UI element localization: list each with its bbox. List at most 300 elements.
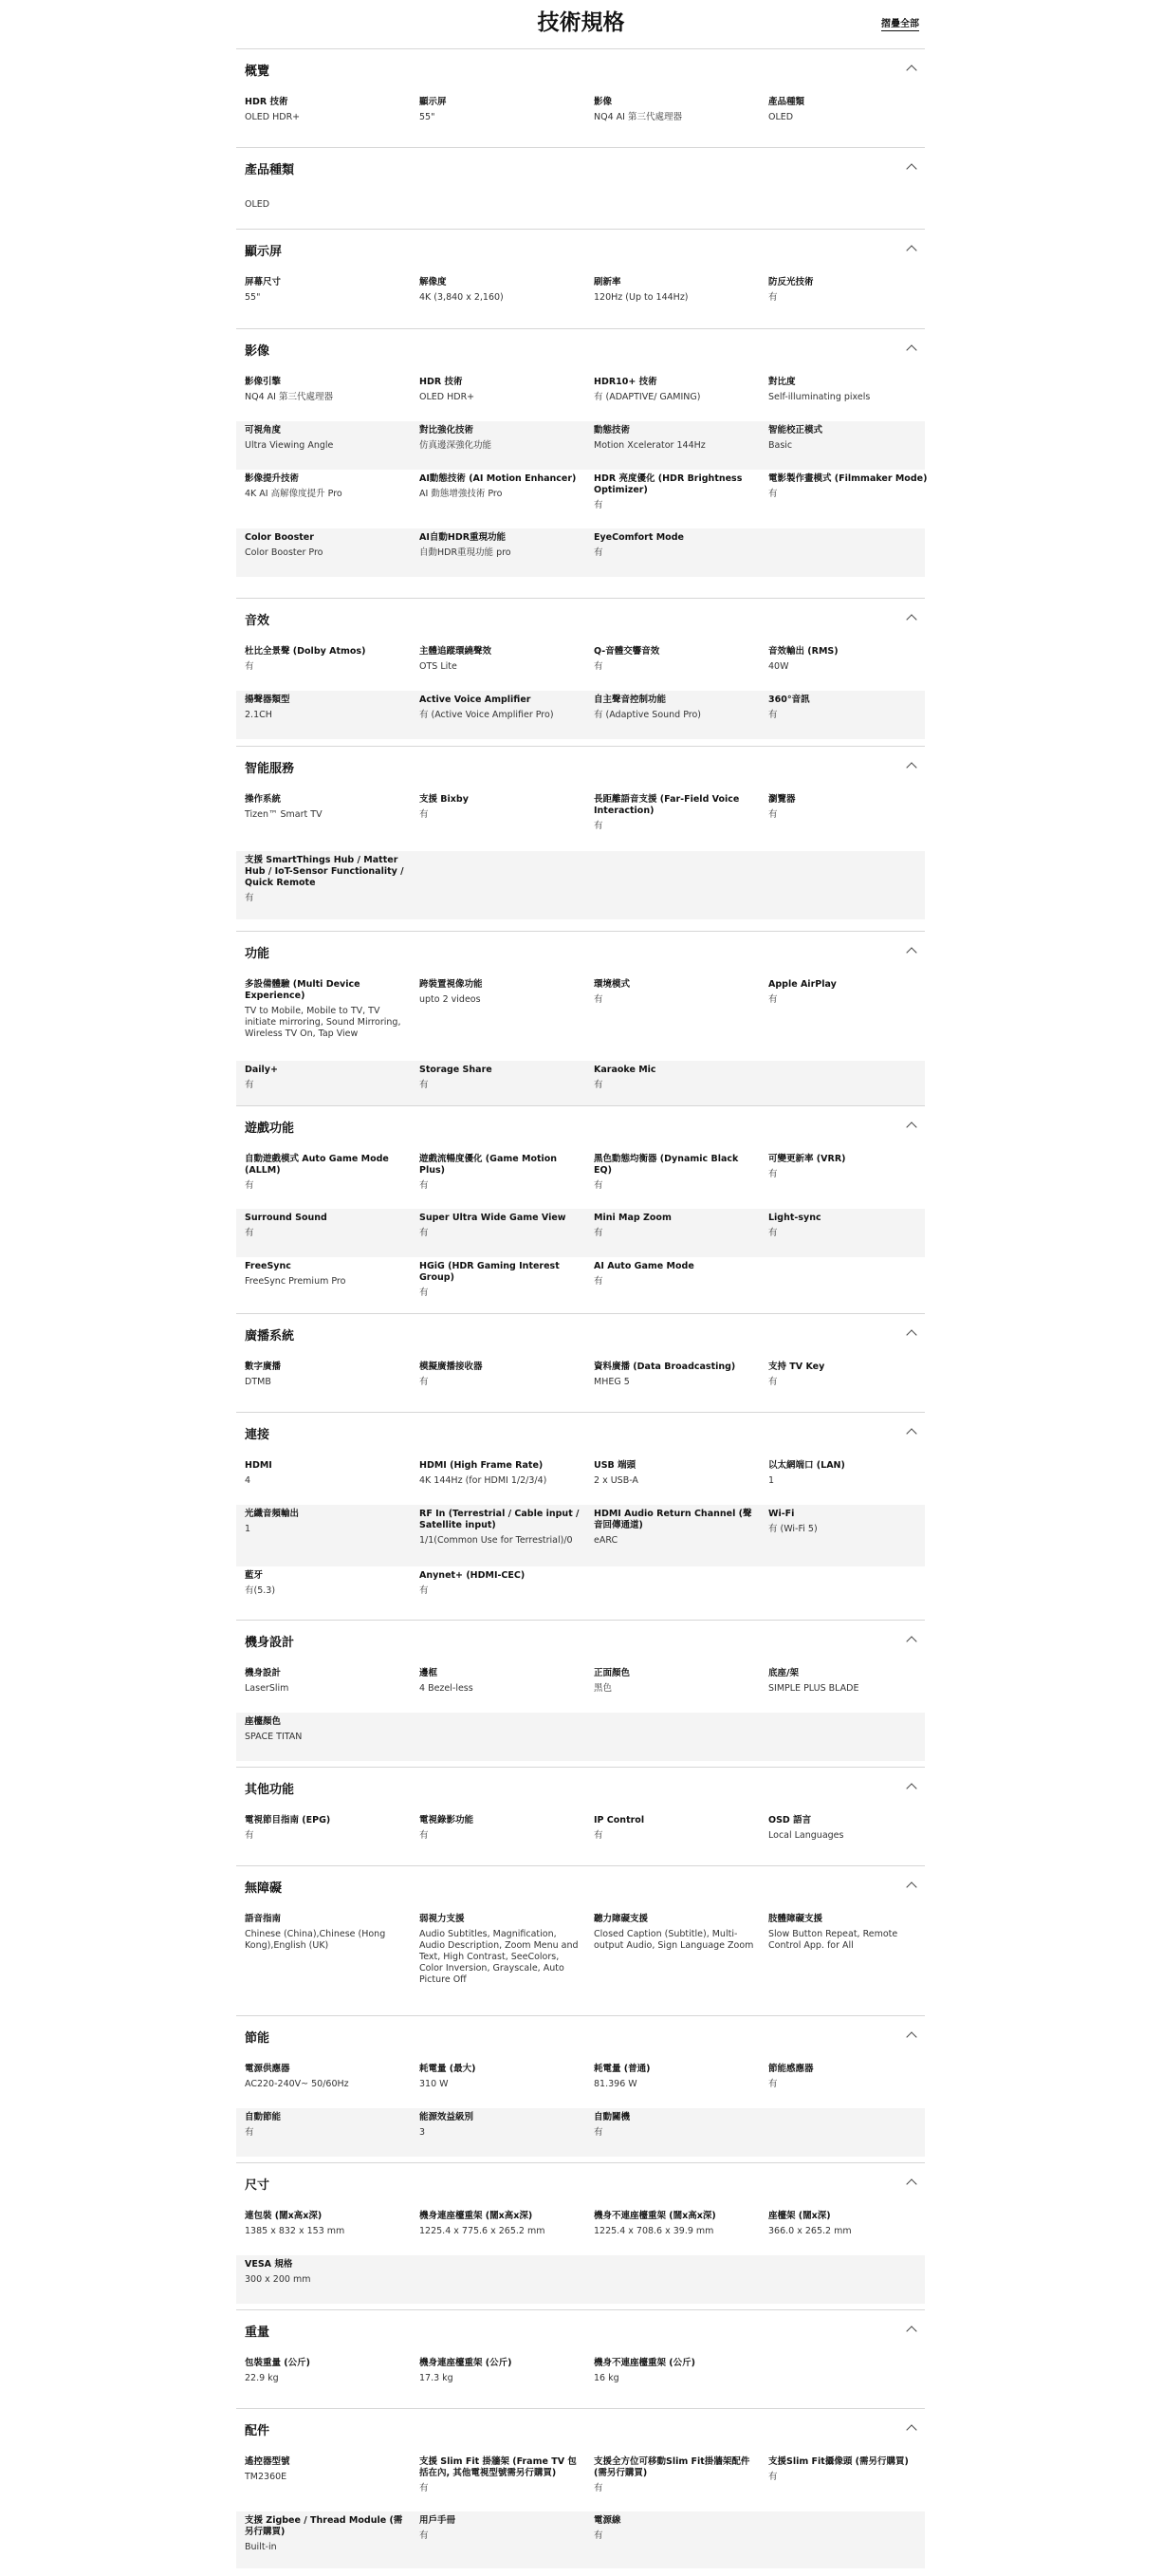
spec-value: 有 [419,1180,429,1191]
spec-item [419,2064,581,2090]
spec-item [419,1362,581,1388]
spec-item [768,2064,930,2090]
chevron-up-icon[interactable] [906,163,916,174]
spec-row [236,1505,925,1566]
section-title: 音效 [245,614,270,628]
spec-label: Color Booster [245,532,314,543]
spec-value: OLED HDR+ [419,392,475,402]
chevron-up-icon[interactable] [906,65,916,75]
spec-row [236,975,925,1061]
spec-value: 4K 144Hz (for HDMI 1/2/3/4) [419,1475,547,1486]
spec-value: 有 [245,2127,254,2138]
section-title: 遊戲功能 [245,1121,295,1136]
spec-label: Apple AirPlay [768,979,837,990]
spec-value: 有 (Wi-Fi 5) [768,1524,818,1534]
spec-item [419,1570,581,1597]
spec-value: NQ4 AI 第三代處理器 [245,392,333,402]
spec-label: 影像 [594,97,613,107]
spec-item [419,2456,581,2494]
spec-value: 4 [245,1475,251,1486]
spec-label: 支持 TV Key [768,1362,825,1372]
spec-row [236,2511,925,2568]
spec-row [236,790,925,851]
spec-label: 解像度 [419,277,447,287]
spec-section [236,746,925,926]
spec-row [236,93,925,142]
spec-label: 語音指南 [245,1914,282,1924]
spec-label: 對比強化技術 [419,425,474,436]
spec-label: 數字廣播 [245,1362,282,1372]
spec-value: 有 [768,994,778,1005]
spec-item [245,2358,406,2384]
spec-label: 防反光技術 [768,277,814,287]
spec-item [245,1570,406,1597]
spec-label: 360°音訊 [768,695,810,705]
spec-row [236,1566,925,1615]
spec-value: 有 [594,2127,603,2138]
spec-item [768,473,930,500]
page-title: 技術規格 [537,10,625,35]
spec-value: 有 [245,1228,254,1238]
spec-item [768,646,930,673]
spec-value: 4K (3,840 x 2,160) [419,292,504,303]
spec-label: Wi-Fi [768,1509,795,1519]
spec-value: Tizen™ Smart TV [245,809,323,820]
spec-value: 有 [594,1276,603,1287]
spec-item [594,277,755,304]
spec-label: 對比度 [768,377,796,387]
spec-item [245,1213,406,1239]
spec-label: Anynet+ (HDMI-CEC) [419,1570,526,1581]
spec-value: Chinese (China),Chinese (Hong Kong),English (UK) [245,1929,386,1951]
spec-value: 有 [768,1228,778,1238]
spec-label: 連包裝 (闊x高x深) [245,2211,323,2221]
section-header[interactable] [236,1106,925,1150]
section-header[interactable] [236,1413,925,1456]
spec-item [768,1154,930,1180]
spec-label: RF In (Terrestrial / Cable input / Satellite input) [419,1509,580,1530]
spec-label: 支援全方位可移動Slim Fit掛牆架配件 (需另行購買) [594,2456,750,2478]
spec-item [594,1362,755,1388]
spec-item [419,1509,581,1547]
spec-value: 3 [419,2127,426,2138]
spec-section [236,598,925,746]
spec-item [245,794,406,821]
spec-item [768,794,930,821]
spec-value: Closed Caption (Subtitle), Multi-output Audio, Sign Language Zoom [594,1929,754,1951]
spec-row [236,273,925,323]
spec-value: 81.396 W [594,2079,637,2089]
chevron-up-icon[interactable] [906,2424,916,2435]
spec-value: 有 [768,489,778,499]
spec-value: TV to Mobile, Mobile to TV, TV initiate mirroring, Sound Mirroring, Wireless TV On, Tap View [245,1006,401,1039]
spec-item [594,1261,755,1288]
spec-row [236,2207,925,2255]
section-header[interactable] [236,1314,925,1358]
spec-section [236,1105,925,1312]
spec-row [236,2453,925,2511]
spec-label: 主體追蹤環繞聲效 [419,646,492,657]
spec-item [245,2112,406,2139]
spec-value: 有 [594,994,603,1005]
spec-label: 邊框 [419,1668,438,1678]
spec-row [236,2255,925,2304]
spec-value: 有 [419,809,429,820]
spec-label: HDMI (High Frame Rate) [419,1460,544,1471]
spec-item [419,979,581,1006]
spec-label: 機身不連座檯重架 (闊x高x深) [594,2211,716,2221]
spec-row [236,1811,925,1861]
spec-item [245,1460,406,1487]
spec-item [594,979,755,1006]
spec-item [245,1509,406,1535]
spec-value: 310 W [419,2079,449,2089]
spec-label: 底座/架 [768,1668,799,1678]
spec-item [419,425,581,452]
spec-row [236,470,928,528]
spec-label: Mini Map Zoom [594,1213,672,1223]
spec-label: 多設備體驗 (Multi Device Experience) [245,979,360,1001]
spec-label: 支援 Slim Fit 掛牆架 (Frame TV 包括在內, 其他電視型號需另行購買) [419,2456,577,2478]
spec-value: upto 2 videos [419,994,481,1005]
section-title: 連接 [245,1428,270,1442]
spec-value: SIMPLE PLUS BLADE [768,1683,859,1694]
section-header[interactable] [236,599,925,642]
spec-label: 耗電量 (普通) [594,2064,651,2074]
spec-label: Active Voice Amplifier [419,695,531,705]
chevron-up-icon[interactable] [906,1428,916,1438]
spec-value: 有 (ADAPTIVE/ GAMING) [594,392,701,402]
spec-label: 弱視力支援 [419,1914,465,1924]
spec-item [594,377,755,403]
spec-label: 電源供應器 [245,2064,290,2074]
spec-value: Ultra Viewing Angle [245,440,334,451]
spec-item [594,2456,755,2494]
spec-value: Motion Xcelerator 144Hz [594,440,706,451]
spec-label: Q-音體交響音效 [594,646,660,657]
spec-item [594,2112,755,2139]
spec-label: 可變更新率 (VRR) [768,1154,846,1164]
spec-item [245,425,406,452]
spec-label: 產品種類 [768,97,805,107]
spec-section [236,1767,925,1867]
spec-label: HDR 技術 [419,377,463,387]
spec-item [245,2515,406,2553]
spec-label: 智能校正模式 [768,425,823,436]
spec-value: OLED HDR+ [245,112,301,122]
spec-value: LaserSlim [245,1683,289,1694]
spec-item [768,277,930,304]
spec-item [245,1065,406,1091]
spec-item [594,2358,755,2384]
spec-label: Daily+ [245,1065,278,1075]
spec-value: 有 [419,1585,429,1596]
spec-item [768,97,930,123]
spec-label: Super Ultra Wide Game View [419,1213,566,1223]
spec-label: 遊戲流暢度優化 (Game Motion Plus) [419,1154,558,1176]
spec-item [594,1914,755,1952]
spec-item [419,2211,581,2237]
spec-item [768,1213,930,1239]
spec-value: 有 [245,893,254,903]
spec-item [594,794,755,832]
spec-item [245,1362,406,1388]
spec-item [768,1362,930,1388]
spec-label: HDR 亮度優化 (HDR Brightness Optimizer) [594,473,743,495]
spec-value: OLED [245,199,270,210]
spec-value: TM2360E [245,2472,287,2482]
spec-value: 有 [768,1169,778,1179]
spec-value: 有 [594,1228,603,1238]
spec-row [236,528,925,577]
section-header[interactable] [236,2163,925,2207]
spec-label: 揚聲器類型 [245,695,290,705]
section-title: 重量 [245,2326,270,2340]
spec-row [236,1150,925,1209]
spec-value: 2 x USB-A [594,1475,638,1486]
spec-item [245,2064,406,2090]
spec-section [236,229,925,329]
spec-label: 支援 SmartThings Hub / Matter Hub / IoT-Sensor Functionality / Quick Remote [245,855,404,888]
spec-item [245,1668,406,1695]
spec-value: 有 [594,1080,603,1090]
section-header[interactable] [236,1768,925,1811]
spec-value: 1 [245,1524,251,1534]
spec-label: 電影製作畫模式 (Filmmaker Mode) [768,473,928,484]
spec-value: 120Hz (Up to 144Hz) [594,292,689,303]
spec-label: 機身設計 [245,1668,282,1678]
section-header[interactable] [236,747,925,790]
spec-value: 有 [768,292,778,303]
section-title: 功能 [245,947,270,961]
spec-item [594,2064,755,2090]
spec-value: 有 [768,2472,778,2482]
spec-label: 以太網端口 (LAN) [768,1460,845,1471]
spec-label: EyeComfort Mode [594,532,684,543]
chevron-up-icon[interactable] [906,1636,916,1646]
spec-row [236,373,925,421]
section-header[interactable] [236,329,925,373]
spec-label: 藍牙 [245,1570,264,1581]
spec-value: 黑色 [594,1683,613,1694]
chevron-up-icon[interactable] [906,1329,916,1340]
spec-row [236,1061,925,1105]
spec-label: 自動遊戲模式 Auto Game Mode (ALLM) [245,1154,389,1176]
spec-label: 正面顏色 [594,1668,631,1678]
spec-label: HDMI [245,1460,272,1471]
spec-value: AC220-240V~ 50/60Hz [245,2079,349,2089]
spec-item [594,2515,755,2542]
spec-label: 機身連座檯重架 (闊x高x深) [419,2211,533,2221]
spec-label: 顯示屏 [419,97,447,107]
spec-value: 1225.4 x 775.6 x 265.2 mm [419,2226,545,2236]
chevron-up-icon[interactable] [906,2178,916,2189]
spec-item [419,1154,581,1192]
section-title: 產品種類 [245,163,295,177]
spec-item [768,425,930,452]
spec-section [236,147,925,234]
spec-label: Surround Sound [245,1213,327,1223]
spec-item [245,1914,406,1952]
spec-item [419,2358,581,2384]
section-title: 機身設計 [245,1636,295,1650]
spec-row [236,2060,925,2108]
spec-label: OSD 語言 [768,1815,812,1825]
spec-item [245,2259,406,2286]
chevron-up-icon[interactable] [906,245,916,255]
spec-label: 電視錄影功能 [419,1815,474,1825]
spec-label: 用戶手冊 [419,2515,456,2526]
spec-item [419,646,581,673]
spec-value: 有 [419,1288,429,1298]
spec-label: 長距離語音支援 (Far-Field Voice Interaction) [594,794,740,816]
spec-item [245,473,406,500]
spec-value: 有 [419,2530,429,2541]
spec-row [236,1209,925,1257]
spec-label: AI Auto Game Mode [594,1261,694,1271]
chevron-up-icon[interactable] [906,2326,916,2336]
spec-value: 有 [594,661,603,672]
section-title: 影像 [245,344,270,359]
section-header[interactable] [236,230,925,273]
spec-item [594,695,755,721]
section-header[interactable] [236,49,925,93]
section-title: 其他功能 [245,1783,295,1797]
spec-label: 座檯顏色 [245,1716,282,1727]
spec-item [245,2456,406,2483]
spec-row [236,421,925,470]
spec-item [594,532,755,559]
section-title: 節能 [245,2031,270,2046]
spec-item [245,1154,406,1192]
spec-value: Local Languages [768,1830,844,1841]
spec-item [594,1509,755,1547]
spec-item [245,277,406,304]
spec-value: OTS Lite [419,661,457,672]
section-header[interactable] [236,2016,925,2060]
spec-section [236,1412,925,1622]
spec-label: 機身不連座檯重架 (公斤) [594,2358,695,2368]
spec-label: 支援 Zigbee / Thread Module (需另行購買) [245,2515,403,2537]
chevron-up-icon[interactable] [906,947,916,957]
spec-item [594,97,755,123]
spec-item [594,1154,755,1192]
spec-label: IP Control [594,1815,645,1825]
spec-row [236,192,925,228]
spec-row [236,1713,925,1761]
spec-value: 仿真邊深強化功能 [419,440,492,451]
spec-section [236,48,925,149]
chevron-up-icon[interactable] [906,344,916,355]
spec-label: HDR 技術 [245,97,288,107]
spec-label: HGiG (HDR Gaming Interest Group) [419,1261,560,1283]
spec-section [236,2162,925,2310]
spec-item [419,794,581,821]
spec-value: MHEG 5 [594,1377,630,1387]
spec-label: 動態技術 [594,425,631,436]
spec-label: 光纖音頻輸出 [245,1509,300,1519]
spec-value: 有 [594,2530,603,2541]
spec-label: 黑色動態均衡器 (Dynamic Black EQ) [594,1154,739,1176]
spec-value: 有(5.3) [245,1585,276,1596]
spec-label: Storage Share [419,1065,492,1075]
spec-item [594,425,755,452]
spec-label: 模擬廣播接收器 [419,1362,483,1372]
spec-value: Self-illuminating pixels [768,392,871,402]
spec-row [236,2354,925,2403]
spec-value: 有 [594,547,603,558]
chevron-up-icon[interactable] [906,762,916,772]
spec-item [245,2211,406,2237]
spec-label: AI自動HDR重現功能 [419,532,507,543]
spec-item [768,2456,930,2483]
spec-value: 有 [594,500,603,510]
spec-item [419,1668,581,1695]
section-header[interactable] [236,1866,925,1910]
collapse-all-button[interactable]: 摺疊全部 [881,19,919,29]
spec-section [236,2015,925,2163]
spec-value: 1/1(Common Use for Terrestrial)/0 [419,1535,573,1546]
spec-value: 300 x 200 mm [245,2274,311,2285]
spec-label: 可視角度 [245,425,282,436]
spec-value: 有 [245,1830,254,1841]
section-header[interactable] [236,932,925,975]
spec-item [245,1716,406,1743]
spec-value: AI 動態增強技術 Pro [419,489,503,499]
spec-item [245,377,406,403]
spec-label: 瀏覽器 [768,794,796,805]
spec-item [594,1668,755,1695]
spec-row [236,1358,925,1407]
spec-section [236,1620,925,1768]
spec-label: AI動態技術 (AI Motion Enhancer) [419,473,577,484]
section-header[interactable] [236,1621,925,1664]
spec-label: FreeSync [245,1261,291,1271]
spec-row [236,1664,925,1713]
spec-value: 有 [245,1080,254,1090]
chevron-up-icon[interactable] [906,1121,916,1132]
spec-item [245,646,406,673]
section-header[interactable] [236,148,925,192]
spec-value: OLED [768,112,794,122]
spec-item [245,532,406,559]
spec-value: 有 [768,2079,778,2089]
spec-label: 支援Slim Fit攝像頭 (需另行購買) [768,2456,909,2467]
spec-label: 聽力障礙支援 [594,1914,649,1924]
spec-value: 4K AI 高解像度提升 Pro [245,489,342,499]
chevron-up-icon[interactable] [906,1783,916,1793]
spec-label: 影像引擎 [245,377,282,387]
spec-item [768,2211,930,2237]
chevron-up-icon[interactable] [906,614,916,624]
chevron-up-icon[interactable] [906,1881,916,1892]
section-header[interactable] [236,2310,925,2354]
spec-item [419,2515,581,2542]
spec-value: Audio Subtitles, Magnification, Audio Description, Zoom Menu and Text, High Contrast, SeeColors, Color Inversion, Grayscale, Auto Picture Off [419,1929,579,1985]
chevron-up-icon[interactable] [906,2031,916,2042]
section-header[interactable] [236,2409,925,2453]
spec-item [245,695,406,721]
spec-item [768,1509,930,1535]
spec-value: 有 [594,821,603,831]
spec-label: USB 端頭 [594,1460,636,1471]
spec-item [768,1460,930,1487]
spec-item [419,277,581,304]
spec-label: 跨裝置視像功能 [419,979,483,990]
spec-item [245,1261,406,1288]
spec-value: NQ4 AI 第三代處理器 [594,112,682,122]
spec-value: DTMB [245,1377,271,1387]
